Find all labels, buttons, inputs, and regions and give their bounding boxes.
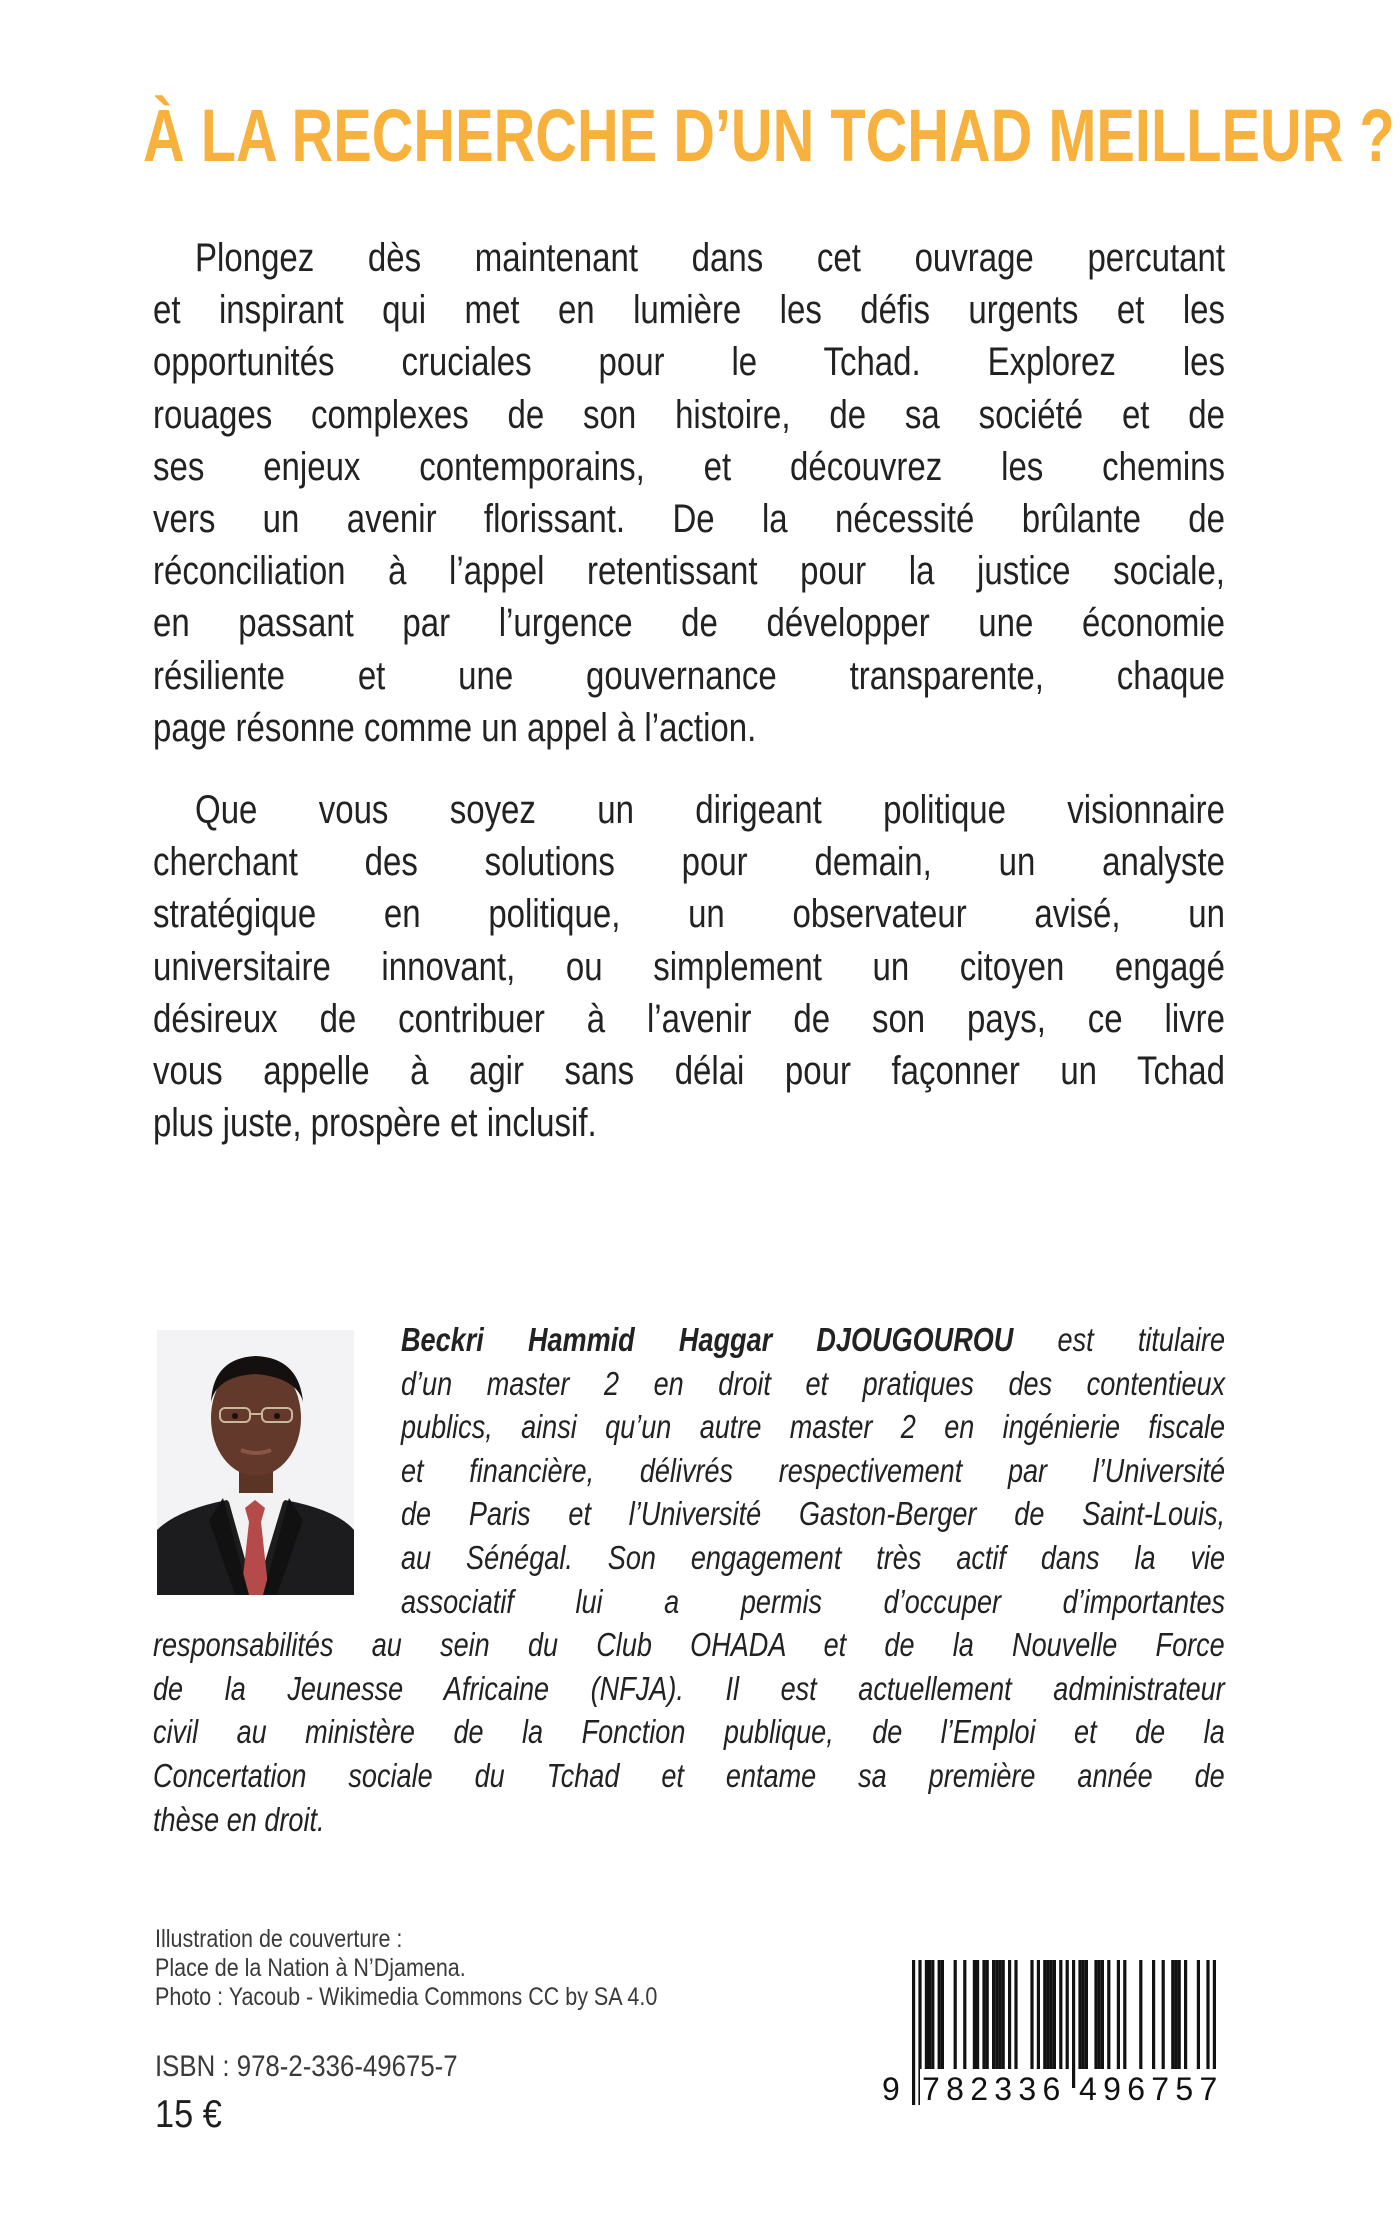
blurb-line: réconciliation à l’appel retentissant pour la justice sociale, (153, 549, 1225, 594)
bio-line: d’un master 2 en droit et pratiques des contentieux (401, 1364, 1226, 1402)
cover-credits (155, 1925, 657, 2012)
isbn-barcode (880, 1960, 1250, 2110)
blurb-line: Plongez dès maintenant dans cet ouvrage percutant (195, 236, 1225, 280)
bio-line: de la Jeunesse Africaine (NFJA). Il est actuellement administrateur (153, 1669, 1225, 1707)
isbn-label: ISBN : 978-2-336-49675-7 (155, 2050, 458, 2083)
barcode-digit-first: 9 (882, 2071, 907, 2107)
blurb-line: en passant par l’urgence de développer une économie (153, 601, 1225, 646)
bio-line: associatif lui a permis d’occuper d’importantes (401, 1582, 1226, 1620)
bio-line: au Sénégal. Son engagement très actif dans la vie (401, 1539, 1226, 1576)
blurb-line: et inspirant qui met en lumière les défis urgents et les (153, 288, 1225, 333)
bio-line: de Paris et l’Université Gaston-Berger de Saint-Louis, (401, 1495, 1226, 1533)
bio-line: civil au ministère de la Fonction publique, de l’Emploi et de la (153, 1713, 1225, 1751)
blurb-line: désireux de contribuer à l’avenir de son pays, ce livre (153, 996, 1225, 1041)
bio-text: est titulaire (1013, 1321, 1226, 1358)
blurb-line: Que vous soyez un dirigeant politique visionnaire (195, 788, 1225, 832)
bio-line: publics, ainsi qu’un autre master 2 en ingénierie fiscale (401, 1408, 1226, 1446)
bio-line: thèse en droit. (153, 1800, 325, 1838)
blurb-line: résiliente et une gouvernance transparente, chaque (153, 653, 1225, 698)
credits-line: Place de la Nation à N’Djamena. (155, 1954, 466, 1982)
blurb-line: plus juste, prospère et inclusif. (153, 1101, 597, 1146)
price-label: 15 € (155, 2093, 222, 2136)
blurb-paragraph-1 (153, 232, 1225, 754)
bio-line: et financière, délivrés respectivement par l’Université (401, 1451, 1226, 1489)
bio-line: responsabilités au sein du Club OHADA et de la Nouvelle Force (153, 1626, 1225, 1664)
blurb-line: vers un avenir florissant. De la nécessité brûlante de (153, 496, 1225, 541)
blurb-line: stratégique en politique, un observateur avisé, un (153, 892, 1225, 937)
barcode-digits (880, 2069, 1250, 2109)
blurb-line: ses enjeux contemporains, et découvrez les chemins (153, 444, 1225, 489)
blurb-paragraph-2 (153, 784, 1225, 1149)
barcode-digits-right: 496757 (1079, 2071, 1224, 2107)
cover-title: À LA RECHERCHE D’UN TCHAD MEILLEUR ? (143, 94, 1395, 177)
blurb-line: vous appelle à agir sans délai pour façonner un Tchad (153, 1048, 1225, 1093)
author-name: Beckri Hammid Haggar DJOUGOUROU (401, 1321, 1014, 1358)
blurb-line: opportunités cruciales pour le Tchad. Explorez les (153, 340, 1225, 385)
blurb-line: rouages complexes de son histoire, de sa société et de (153, 392, 1225, 437)
credits-line: Illustration de couverture : (155, 1925, 403, 1953)
blurb-line: cherchant des solutions pour demain, un analyste (153, 840, 1225, 885)
blurb-line: universitaire innovant, ou simplement un citoyen engagé (153, 944, 1225, 989)
bio-line: Concertation sociale du Tchad et entame sa première année de (153, 1757, 1225, 1794)
barcode-digits-left: 782336 (922, 2071, 1067, 2107)
author-portrait-icon (157, 1330, 354, 1595)
author-photo (157, 1330, 354, 1595)
credits-line: Photo : Yacoub - Wikimedia Commons CC by SA 4.0 (155, 1983, 658, 2011)
blurb-line: page résonne comme un appel à l’action. (153, 705, 757, 750)
